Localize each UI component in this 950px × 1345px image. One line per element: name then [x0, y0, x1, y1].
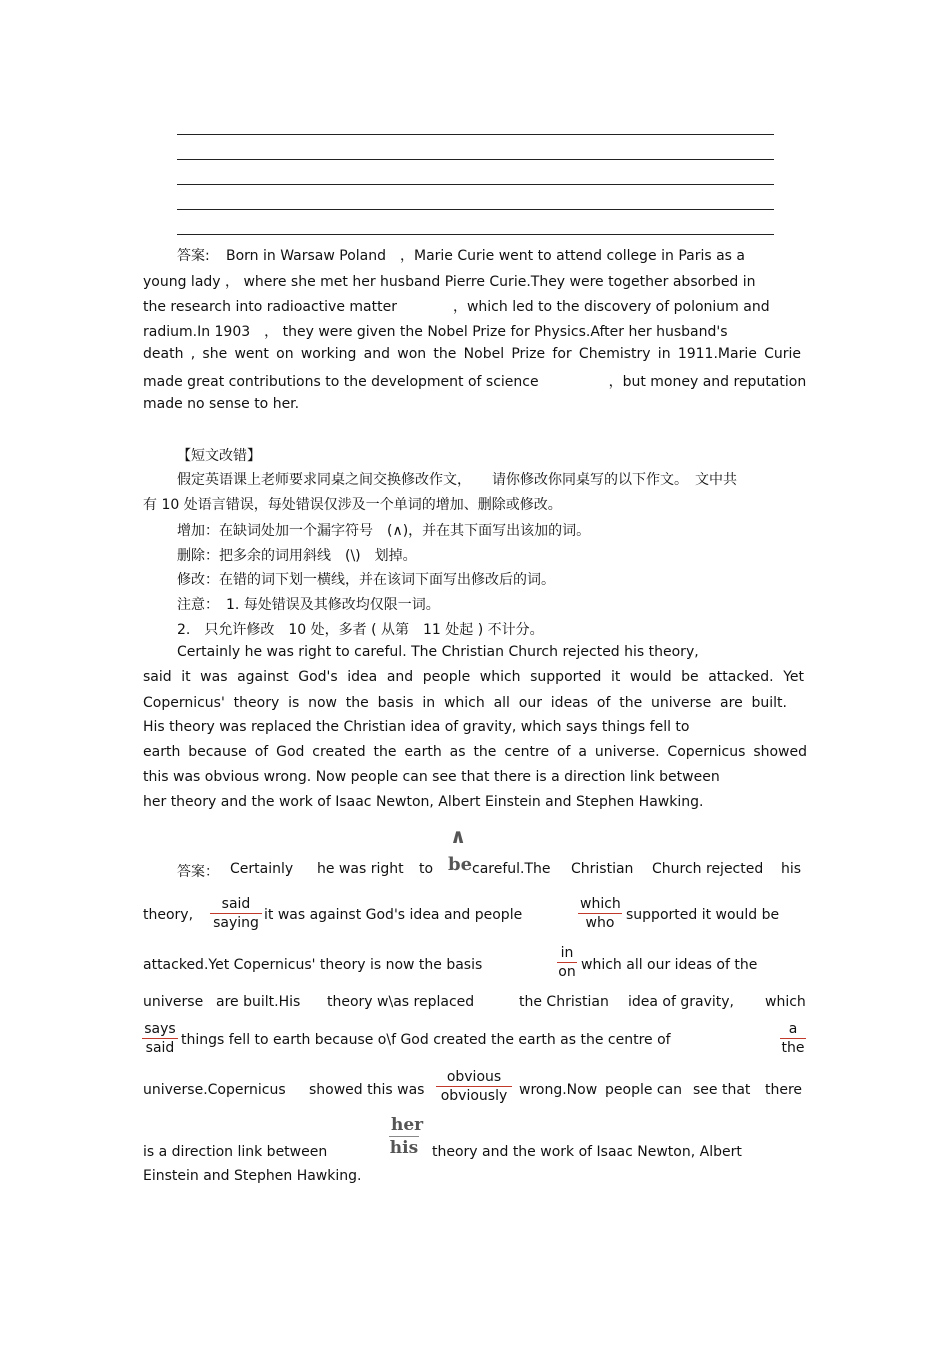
- correction-right: who: [585, 915, 615, 931]
- answer-word: are built.His: [216, 994, 301, 1010]
- correction-right: saying: [213, 915, 259, 931]
- answer-word: universe: [143, 994, 204, 1010]
- correction: [389, 1115, 424, 1158]
- passage-line: Copernicus' theory is now the basis in which all our ideas of the universe are built.: [143, 695, 787, 711]
- answer-line: young lady ， where she met her husband Pierre Curie.They were together absorbed in: [143, 274, 756, 290]
- instruction-line: 修改：在错的词下划一横线，并在该词下面写出修改后的词。: [177, 572, 555, 588]
- answer-line: made no sense to her.: [143, 396, 300, 412]
- passage-line: said it was against God's idea and people which supported it would be attacked. Yet: [143, 669, 804, 685]
- correction: [780, 1021, 806, 1056]
- answer-text: attacked.Yet Copernicus' theory is now the basis: [143, 957, 483, 973]
- instruction-line: 2. 只允许修改 10 处，多者 ( 从第 11 处起 ) 不计分。: [177, 622, 544, 638]
- correction-wrong: in: [557, 945, 577, 963]
- answer-word: people can: [605, 1082, 683, 1098]
- correction-wrong: which: [580, 896, 621, 912]
- answer-label: 答案：: [177, 864, 219, 880]
- answer-label: 答案:: [177, 248, 210, 264]
- answer-word: see that: [693, 1082, 751, 1098]
- answer-line: Born in Warsaw Poland ，Marie Curie went to attend college in Paris as a: [226, 248, 745, 264]
- correction-right: on: [558, 964, 576, 980]
- writing-line: [177, 134, 774, 135]
- passage-line: Certainly he was right to careful. The Christian Church rejected his theory,: [177, 644, 699, 660]
- correction-right: obviously: [440, 1088, 508, 1104]
- correction: [557, 945, 577, 980]
- correction-right: said: [145, 1040, 175, 1056]
- answer-text: is a direction link between: [143, 1144, 328, 1160]
- writing-line: [177, 234, 774, 235]
- correction-wrong: says: [142, 1021, 178, 1039]
- caret-mark: ∧: [450, 824, 467, 848]
- passage-line: her theory and the work of Isaac Newton, Albert Einstein and Stephen Hawking.: [143, 794, 704, 810]
- writing-line: [177, 184, 774, 185]
- section-title: 【短文改错】: [177, 448, 261, 464]
- answer-word: idea of gravity,: [628, 994, 734, 1010]
- answer-text: theory,: [143, 907, 194, 923]
- answer-text: it was against God's idea and people: [264, 907, 523, 923]
- correction: [142, 1021, 178, 1056]
- answer-line: death , she went on working and won the Nobel Prize for Chemistry in 1911.Marie Curie: [143, 346, 801, 362]
- answer-word: to: [419, 861, 434, 877]
- writing-line: [177, 159, 774, 160]
- correction-wrong: her: [391, 1115, 424, 1135]
- answer-word: there: [765, 1082, 803, 1098]
- answer-line: radium.In 1903 ， they were given the Nobel Prize for Physics.After her husband's: [143, 324, 728, 340]
- answer-word: he was right: [317, 861, 404, 877]
- instruction-line: 有 10 处语言错误，每处错误仅涉及一个单词的增加、删除或修改。: [143, 497, 562, 513]
- answer-word: Christian: [571, 861, 634, 877]
- instruction-line: 增加：在缺词处加一个漏字符号 (∧)，并在其下面写出该加的词。: [177, 523, 591, 539]
- instruction-line: 假定英语课上老师要求同桌之间交换修改作文， 请你修改你同桌写的以下作文。 文中共: [177, 472, 737, 488]
- answer-line: the research into radioactive matter ，which led to the discovery of polonium and: [143, 299, 770, 315]
- correction: [436, 1069, 512, 1104]
- answer-text: which all our ideas of the: [581, 957, 758, 973]
- instruction-line: 删除：把多余的词用斜线 (\) 划掉。: [177, 548, 417, 564]
- insert-word: be: [448, 854, 473, 875]
- instruction-line: 注意： 1. 每处错误及其修改均仅限一词。: [177, 597, 440, 613]
- answer-line: made great contributions to the development of science ，but money and reputation: [143, 374, 807, 390]
- answer-text: universe.Copernicus: [143, 1082, 286, 1098]
- passage-line: His theory was replaced the Christian idea of gravity, which says things fell to: [143, 719, 690, 735]
- answer-word: which: [765, 994, 806, 1010]
- answer-word: Certainly: [230, 861, 294, 877]
- passage-line: this was obvious wrong. Now people can see that there is a direction link between: [143, 769, 720, 785]
- correction-right: the: [781, 1040, 805, 1056]
- correction-wrong: a: [780, 1021, 806, 1039]
- correction-wrong: obvious: [436, 1069, 512, 1087]
- answer-text: showed this was: [309, 1082, 425, 1098]
- answer-word: Church rejected: [652, 861, 764, 877]
- passage-line: earth because of God created the earth as the centre of a universe. Copernicus showed: [143, 744, 807, 760]
- answer-text: theory and the work of Isaac Newton, Albert: [432, 1144, 742, 1160]
- correction-right: his: [389, 1138, 419, 1158]
- correction-wrong: said: [210, 896, 262, 914]
- answer-text: Einstein and Stephen Hawking.: [143, 1168, 362, 1184]
- correction: [210, 896, 262, 931]
- answer-text: supported it would be: [626, 907, 780, 923]
- correction: [578, 896, 622, 931]
- answer-word: his: [781, 861, 802, 877]
- writing-line: [177, 209, 774, 210]
- answer-word: the Christian: [519, 994, 609, 1010]
- answer-text: things fell to earth because o\f God created the earth as the centre of: [181, 1032, 671, 1048]
- answer-word: careful.The: [472, 861, 551, 877]
- answer-word: theory w\as replaced: [327, 994, 475, 1010]
- answer-word: wrong.Now: [519, 1082, 598, 1098]
